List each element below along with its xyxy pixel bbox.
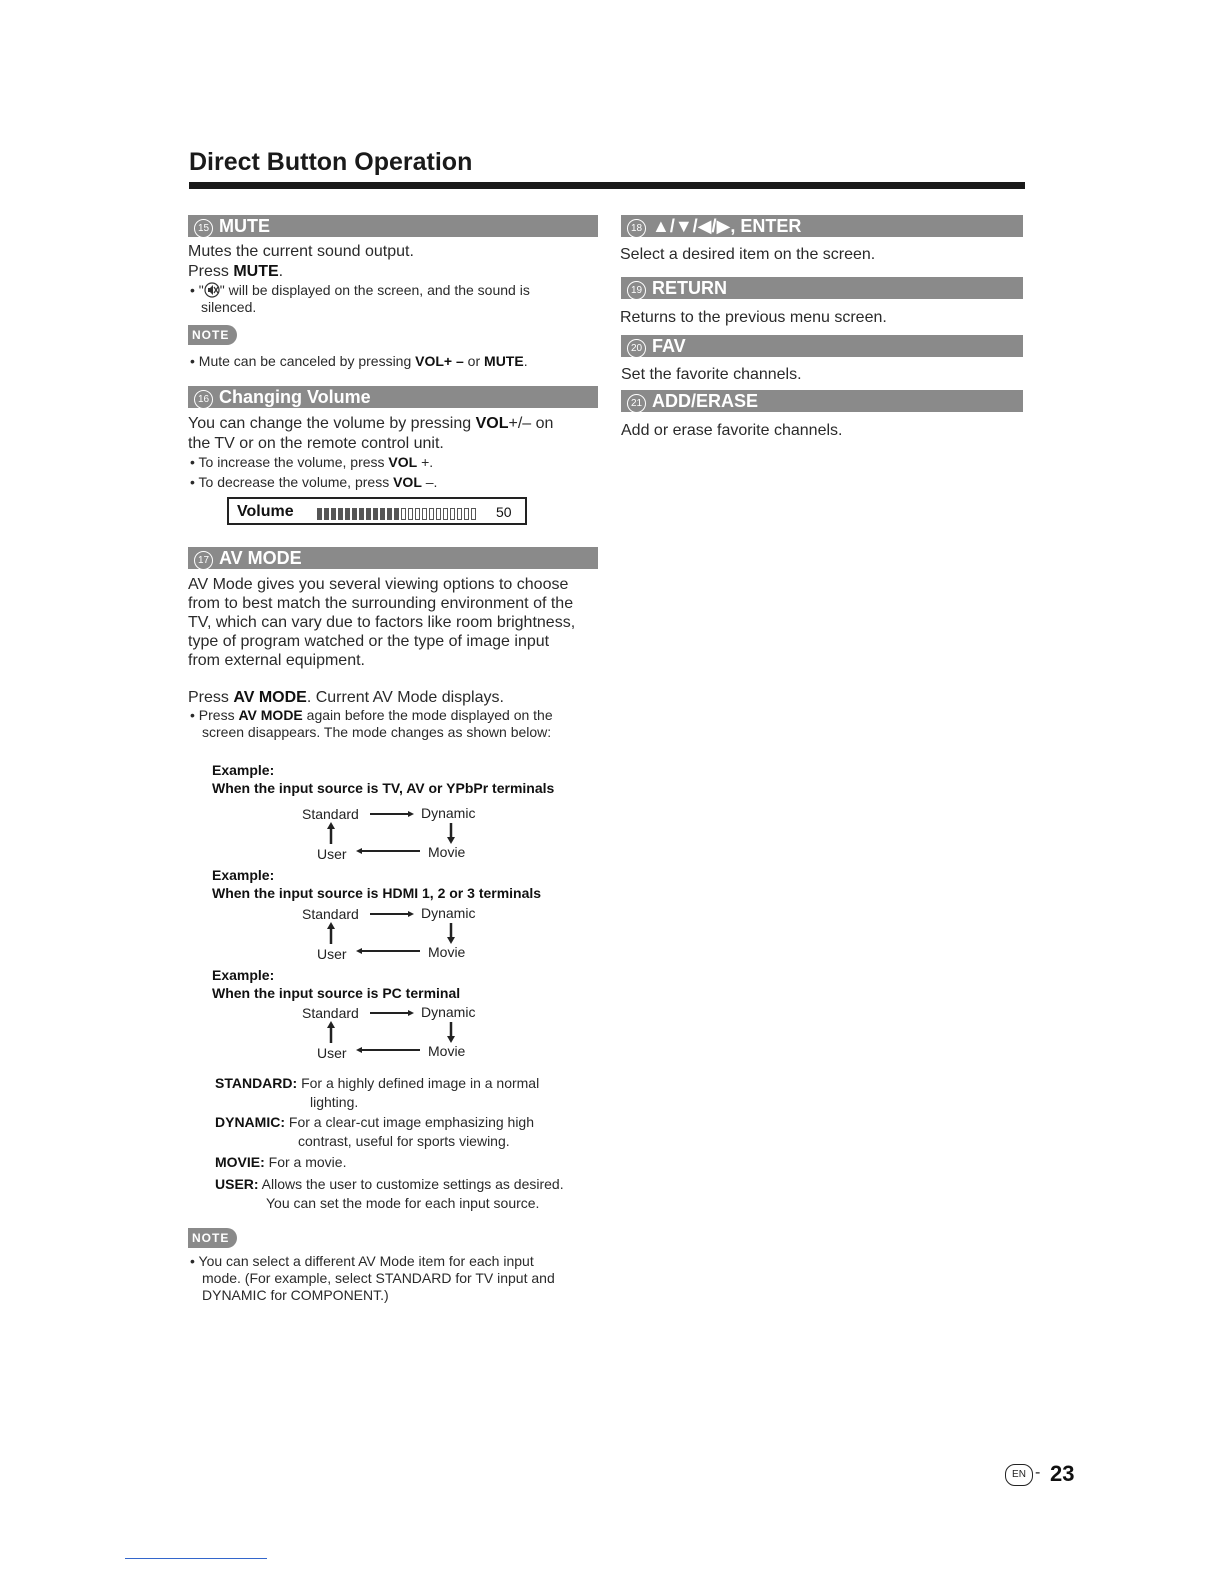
volume-bullet-2: • To decrease the volume, press VOL –. [190,474,438,490]
volume-desc-2: the TV or on the remote control unit. [188,435,444,452]
mute-description: Mutes the current sound output. [188,243,414,260]
volume-segment [457,508,462,520]
example-title: When the input source is PC terminal [212,985,461,1001]
volume-desc-1: You can change the volume by pressing VOL+/– on [188,415,554,432]
note-tag: NOTE [188,325,237,345]
def-standard-cont: lighting. [310,1094,359,1110]
section-heading: ▲/▼/◀/▶, ENTER [652,216,802,236]
section-number: 21 [627,394,646,413]
volume-segment [429,508,434,520]
avmode-note-3: DYNAMIC for COMPONENT.) [202,1287,389,1303]
example-label: Example: [212,762,275,778]
example-title: When the input source is HDMI 1, 2 or 3 terminals [212,885,542,901]
title-rule [189,182,1025,189]
language-badge: EN [1005,1464,1033,1486]
fav-description: Set the favorite channels. [621,366,802,383]
volume-osd-label: Volume [237,503,294,520]
mute-bullet-cont: silenced. [201,299,257,315]
volume-bullet-1: • To increase the volume, press VOL +. [190,454,434,470]
volume-segment [373,508,378,520]
volume-segment [394,508,399,520]
section-number: 15 [194,219,213,238]
section-avmode-header [188,547,598,569]
avmode-note-2: mode. (For example, select STANDARD for TV input and [202,1270,555,1286]
mode-standard: Standard [302,906,359,922]
avmode-press-line: Press AV MODE. Current AV Mode displays. [188,689,504,706]
volume-segment [436,508,441,520]
avmode-desc-1: AV Mode gives you several viewing options to choose [188,576,569,593]
section-fav-header [621,335,1023,357]
volume-segment [415,508,420,520]
volume-segment [387,508,392,520]
section-number: 18 [627,219,646,238]
mode-movie: Movie [428,844,466,860]
section-add-erase-header [621,390,1023,412]
example-label: Example: [212,967,275,983]
volume-segment [464,508,469,520]
volume-segment [366,508,371,520]
volume-segment [422,508,427,520]
volume-segment [324,508,329,520]
volume-segment [408,508,413,520]
section-heading: Changing Volume [219,387,371,407]
def-dynamic-cont: contrast, useful for sports viewing. [298,1133,510,1149]
volume-segment [359,508,364,520]
mode-standard: Standard [302,806,359,822]
volume-segment [380,508,385,520]
avmode-desc-3: TV, which can vary due to factors like room brightness, [188,614,576,631]
mode-dynamic: Dynamic [421,1004,476,1020]
volume-segment [401,508,406,520]
def-user-cont: You can set the mode for each input source. [266,1195,540,1211]
section-mute-header [188,215,598,237]
volume-segment [317,508,322,520]
section-heading: FAV [652,336,686,356]
volume-segment [331,508,336,520]
section-enter-header [621,215,1023,237]
volume-segment [352,508,357,520]
mode-user: User [317,946,347,962]
add-erase-description: Add or erase favorite channels. [621,422,843,439]
def-user: USER: Allows the user to customize settings as desired. [215,1176,564,1192]
mute-bullet: • " " will be displayed on the screen, and the sound is [190,282,530,298]
avmode-desc-4: type of program watched or the type of image input [188,633,550,650]
section-heading: AV MODE [219,548,302,568]
avmode-desc-2: from to best match the surrounding environment of the [188,595,574,612]
mode-cycle-diagram [300,903,540,963]
mode-dynamic: Dynamic [421,805,476,821]
page-number-separator: - [1035,1464,1041,1481]
mute-icon [204,282,220,298]
volume-osd-value: 50 [496,504,512,520]
section-heading: RETURN [652,278,727,298]
mode-standard: Standard [302,1005,359,1021]
example-title: When the input source is TV, AV or YPbPr terminals [212,780,555,796]
section-heading: ADD/ERASE [652,391,759,411]
note-tag: NOTE [188,1228,237,1248]
volume-osd [227,497,527,525]
def-dynamic: DYNAMIC: For a clear-cut image emphasizing high [215,1114,535,1130]
mode-user: User [317,1045,347,1061]
mode-movie: Movie [428,944,466,960]
avmode-note-1: • You can select a different AV Mode item for each input [190,1253,534,1269]
example-label: Example: [212,867,275,883]
bottom-rule [125,1558,267,1559]
section-number: 19 [627,281,646,300]
mute-press-line: Press MUTE. [188,263,284,280]
mode-user: User [317,846,347,862]
mode-movie: Movie [428,1043,466,1059]
volume-segment [471,508,476,520]
section-number: 16 [194,390,213,409]
section-volume-header [188,386,598,408]
mute-note: • Mute can be canceled by pressing VOL+ – or MUTE. [190,353,528,369]
return-description: Returns to the previous menu screen. [620,309,887,326]
volume-osd-bar [317,507,478,519]
page-title: Direct Button Operation [189,148,473,176]
section-number: 17 [194,551,213,570]
mode-dynamic: Dynamic [421,905,476,921]
section-heading: MUTE [219,216,270,236]
volume-segment [345,508,350,520]
mode-cycle-diagram [300,1002,540,1062]
page-number: 23 [1050,1461,1075,1486]
volume-segment [443,508,448,520]
avmode-bullet-cont: screen disappears. The mode changes as shown below: [202,724,552,740]
def-movie: MOVIE: For a movie. [215,1154,347,1170]
enter-description: Select a desired item on the screen. [620,246,876,263]
section-return-header [621,277,1023,299]
avmode-desc-5: from external equipment. [188,652,365,669]
volume-segment [338,508,343,520]
mode-cycle-diagram [300,803,540,863]
volume-segment [450,508,455,520]
section-number: 20 [627,339,646,358]
def-standard: STANDARD: For a highly defined image in a normal [215,1075,540,1091]
avmode-bullet: • Press AV MODE again before the mode displayed on the [190,707,553,723]
